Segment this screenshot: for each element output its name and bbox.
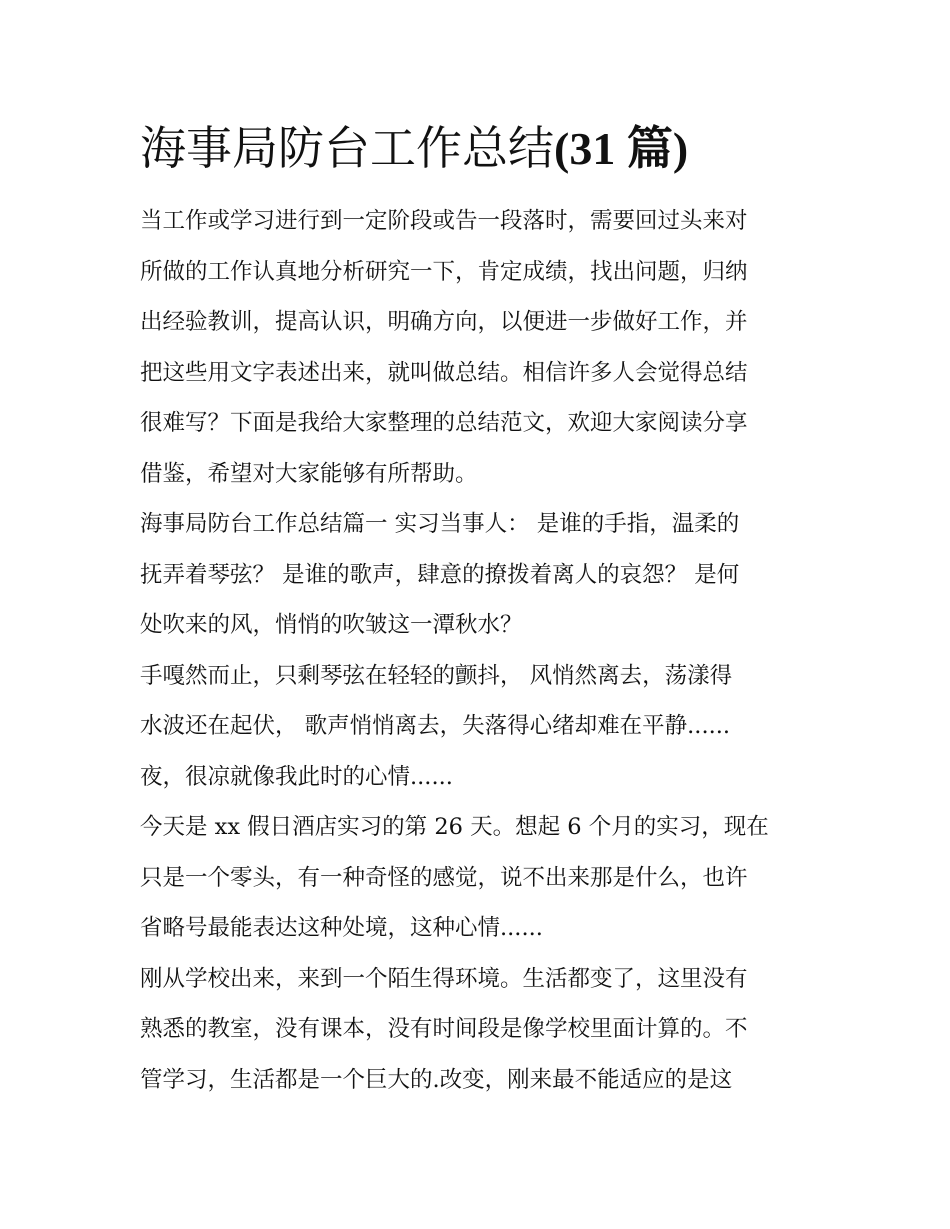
body-line: 当工作或学习进行到一定阶段或告一段落时，需要回过头来对 — [140, 208, 748, 234]
title-count: (31 篇) — [554, 123, 689, 174]
body-line: 管学习，生活都是一个巨大的.改变，刚来最不能适应的是这 — [140, 1066, 733, 1093]
document-body — [140, 196, 815, 1105]
body-line: 熟悉的教室，没有课本，没有时间段是像学校里面计算的。不 — [140, 1016, 748, 1042]
body-line: 海事局防台工作总结篇一 实习当事人： 是谁的手指，温柔的 — [140, 511, 740, 537]
body-line: 手嘎然而止，只剩琴弦在轻轻的颤抖， 风悄然离去，荡漾得 — [140, 662, 733, 689]
body-line: 刚从学校出来，来到一个陌生得环境。生活都变了，这里没有 — [140, 965, 748, 992]
body-line: 抚弄着琴弦？ 是谁的歌声，肆意的撩拨着离人的哀怨？ 是何 — [140, 561, 740, 588]
body-line: 水波还在起伏， 歌声悄悄离去，失落得心绪却难在平静...... — [140, 713, 731, 739]
body-line: 省略号最能表达这种处境，这种心情...... — [140, 915, 543, 941]
body-line: 只是一个零头，有一种奇怪的感觉，说不出来那是什么，也许 — [140, 864, 748, 891]
document-title — [140, 118, 840, 179]
body-line: 处吹来的风，悄悄的吹皱这一潭秋水？ — [140, 612, 523, 638]
body-line: 借鉴，希望对大家能够有所帮助。 — [140, 460, 478, 487]
body-line: 所做的工作认真地分析研究一下，肯定成绩，找出问题，归纳 — [140, 258, 748, 285]
body-line: 今天是 xx 假日酒店实习的第 26 天。想起 6 个月的实习，现在 — [140, 814, 769, 840]
body-line: 夜，很凉就像我此时的心情...... — [140, 763, 453, 790]
body-line: 出经验教训，提高认识，明确方向，以便进一步做好工作，并 — [140, 309, 748, 335]
body-line: 很难写？下面是我给大家整理的总结范文，欢迎大家阅读分享 — [140, 410, 748, 436]
body-line: 把这些用文字表述出来，就叫做总结。相信许多人会觉得总结 — [140, 359, 748, 386]
title-text: 海事局防台工作总结 — [140, 121, 554, 175]
